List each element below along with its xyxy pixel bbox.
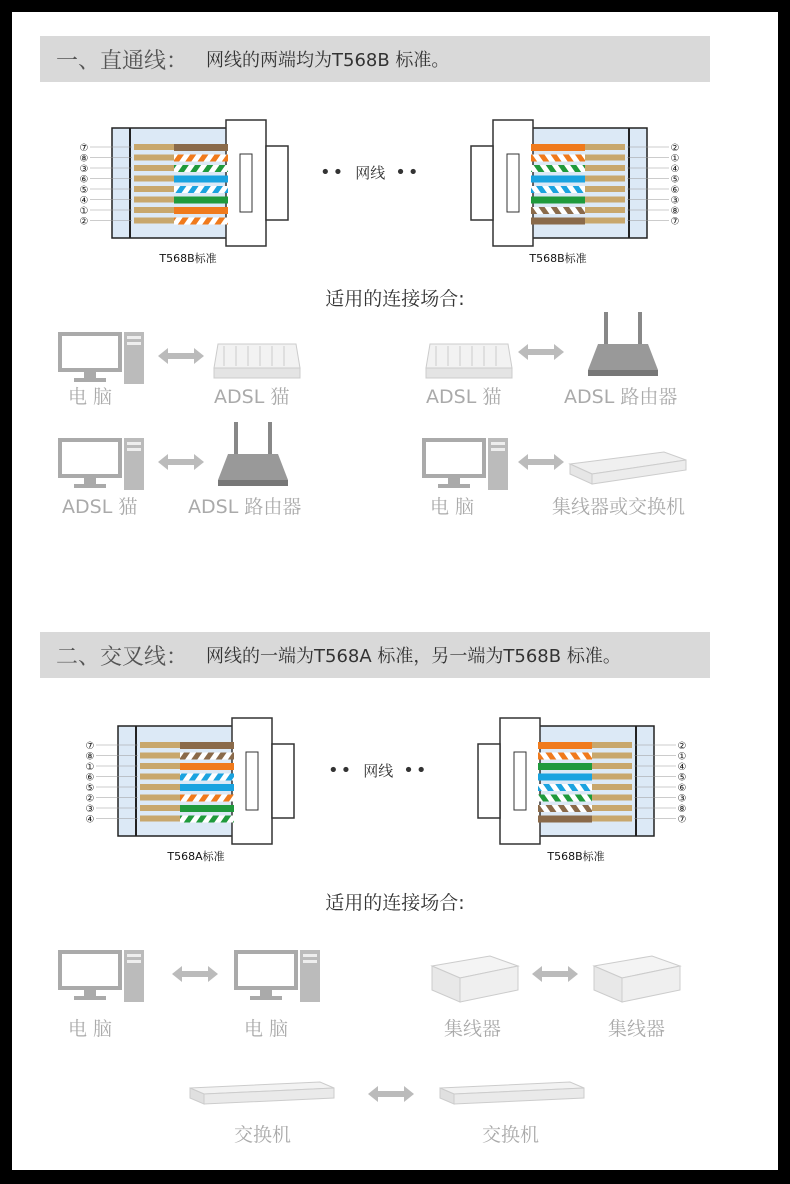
dots-icon: ••: [395, 162, 421, 183]
double-arrow-icon: [158, 346, 204, 366]
device-label: 电 脑: [68, 386, 113, 408]
pin-number: ⑧: [79, 153, 89, 165]
device-label: 集线器或交换机: [552, 496, 686, 518]
section1-header: [40, 36, 710, 82]
pin-number: ①: [85, 762, 95, 773]
pin-number: ③: [79, 164, 89, 175]
pin-number: ⑦: [85, 741, 95, 752]
pin-number: ⑤: [85, 783, 95, 794]
pin-number: ⑧: [677, 804, 687, 815]
modem-icon: [212, 334, 302, 384]
pin-number: ⑥: [79, 174, 89, 186]
pin-number: ⑥: [670, 185, 680, 196]
pin-number: ①: [670, 153, 680, 165]
pin-number: ①: [677, 751, 687, 763]
section1-apply-title: 适用的连接场合:: [325, 288, 465, 310]
dots-icon: ••: [403, 760, 429, 781]
device-label: 集线器: [444, 1018, 502, 1040]
connector-left-label: T568A标准: [167, 850, 225, 863]
device-label: 电 脑: [244, 1018, 289, 1040]
device-label: 集线器: [608, 1018, 666, 1040]
modem-icon: [424, 334, 514, 384]
pin-number: ⑥: [85, 772, 95, 784]
computer-icon: [234, 948, 324, 1004]
switch-icon: [438, 1080, 588, 1110]
connector-right-label: T568B标准: [529, 252, 587, 265]
computer-icon: [422, 436, 512, 492]
device-label: ADSL 路由器: [564, 386, 678, 408]
pin-number: ⑧: [670, 206, 680, 217]
section2-number: 二、交叉线：: [56, 644, 189, 670]
computer-icon: [58, 948, 148, 1004]
pin-number: ⑥: [677, 783, 687, 794]
connector-right-label: T568B标准: [547, 850, 605, 863]
pin-number: ③: [677, 793, 687, 805]
device-label: ADSL 猫: [214, 386, 290, 408]
cable-text: 网线: [355, 164, 386, 182]
pin-number: ③: [85, 804, 95, 815]
device-label: 交换机: [482, 1124, 540, 1146]
pin-number: ②: [670, 143, 680, 154]
pin-number: ④: [85, 814, 95, 826]
section2-header: [40, 632, 710, 678]
pin-number: ③: [670, 195, 680, 207]
pin-number: ①: [79, 206, 89, 217]
dots-icon: ••: [328, 760, 354, 781]
pin-number: ④: [670, 164, 680, 175]
pin-number: ⑤: [670, 174, 680, 186]
connector-left-section1: [72, 114, 302, 254]
pin-number: ②: [677, 741, 687, 752]
computer-icon: [58, 330, 148, 386]
pin-number: ⑦: [670, 216, 680, 228]
double-arrow-icon: [158, 452, 204, 472]
page: [12, 12, 778, 1170]
dots-icon: ••: [320, 162, 346, 183]
pin-number: ④: [677, 762, 687, 773]
section2-apply-title: 适用的连接场合:: [325, 892, 465, 914]
section1-description: 网线的两端均为T568B 标准。: [206, 50, 450, 71]
pin-number: ④: [79, 195, 89, 207]
pin-number: ⑧: [85, 751, 95, 763]
section2-description: 网线的一端为T568A 标准，另一端为T568B 标准。: [206, 646, 621, 667]
device-label: ADSL 猫: [62, 496, 138, 518]
router-icon: [216, 420, 292, 488]
device-label: 交换机: [234, 1124, 292, 1146]
section1-number: 一、直通线：: [56, 48, 189, 74]
pin-number: ⑤: [79, 185, 89, 196]
double-arrow-icon: [518, 342, 564, 362]
connector-left-section2: [78, 712, 308, 852]
pin-number: ⑦: [79, 143, 89, 154]
cable-label: [328, 760, 428, 781]
double-arrow-icon: [532, 964, 578, 984]
pin-number: ⑦: [677, 814, 687, 826]
device-label: ADSL 路由器: [188, 496, 302, 518]
computer-icon: [58, 436, 148, 492]
connector-right-section2: [464, 712, 694, 852]
device-label: 电 脑: [430, 496, 475, 518]
pin-number: ②: [85, 793, 95, 805]
double-arrow-icon: [518, 452, 564, 472]
router-icon: [586, 310, 662, 378]
device-label: 电 脑: [68, 1018, 113, 1040]
double-arrow-icon: [368, 1084, 414, 1104]
hub-icon: [592, 952, 682, 1006]
connector-right-section1: [457, 114, 687, 254]
cable-text: 网线: [363, 762, 394, 780]
double-arrow-icon: [172, 964, 218, 984]
switch-icon: [568, 448, 688, 488]
device-label: ADSL 猫: [426, 386, 502, 408]
cable-label: [320, 162, 420, 183]
connector-left-label: T568B标准: [159, 252, 217, 265]
pin-number: ②: [79, 216, 89, 228]
switch-icon: [188, 1080, 338, 1110]
hub-icon: [430, 952, 520, 1006]
pin-number: ⑤: [677, 772, 687, 784]
